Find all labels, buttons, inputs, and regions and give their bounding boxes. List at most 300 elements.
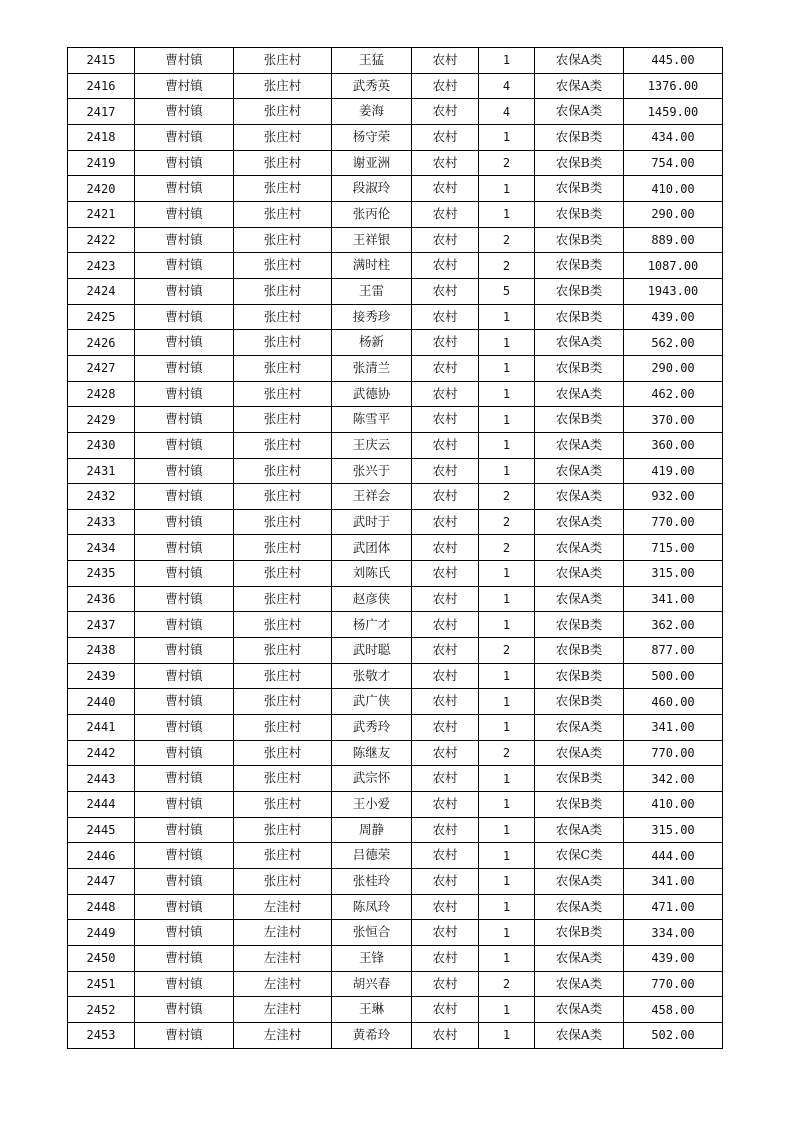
table-row [68, 1022, 723, 1048]
village-cell: 张庄村 [234, 535, 332, 561]
village-cell: 张庄村 [234, 843, 332, 869]
town-cell: 曹村镇 [135, 817, 234, 843]
amount-cell: 360.00 [624, 432, 723, 458]
insurance-category-cell: 农保B类 [535, 124, 624, 150]
household-size-cell: 2 [479, 971, 535, 997]
insurance-category-cell: 农保B类 [535, 920, 624, 946]
name-cell: 胡兴春 [332, 971, 412, 997]
town-cell: 曹村镇 [135, 484, 234, 510]
row-number-cell: 2417 [68, 99, 135, 125]
amount-cell: 410.00 [624, 176, 723, 202]
insurance-category-cell: 农保B类 [535, 792, 624, 818]
household-size-cell: 1 [479, 689, 535, 715]
row-number-cell: 2425 [68, 304, 135, 330]
town-cell: 曹村镇 [135, 381, 234, 407]
name-cell: 杨守荣 [332, 124, 412, 150]
town-cell: 曹村镇 [135, 355, 234, 381]
household-size-cell: 1 [479, 997, 535, 1023]
name-cell: 张兴于 [332, 458, 412, 484]
household-size-cell: 1 [479, 766, 535, 792]
table-row [68, 715, 723, 741]
household-type-cell: 农村 [412, 458, 479, 484]
records-table [67, 47, 723, 1049]
table-row [68, 381, 723, 407]
table-row [68, 484, 723, 510]
village-cell: 左洼村 [234, 997, 332, 1023]
amount-cell: 434.00 [624, 124, 723, 150]
village-cell: 左洼村 [234, 945, 332, 971]
town-cell: 曹村镇 [135, 304, 234, 330]
town-cell: 曹村镇 [135, 509, 234, 535]
insurance-category-cell: 农保B类 [535, 663, 624, 689]
name-cell: 张敬才 [332, 663, 412, 689]
household-size-cell: 1 [479, 843, 535, 869]
village-cell: 左洼村 [234, 1022, 332, 1048]
village-cell: 张庄村 [234, 73, 332, 99]
table-row [68, 432, 723, 458]
town-cell: 曹村镇 [135, 894, 234, 920]
name-cell: 武秀英 [332, 73, 412, 99]
village-cell: 左洼村 [234, 971, 332, 997]
row-number-cell: 2429 [68, 407, 135, 433]
row-number-cell: 2448 [68, 894, 135, 920]
amount-cell: 877.00 [624, 638, 723, 664]
table-row [68, 817, 723, 843]
amount-cell: 715.00 [624, 535, 723, 561]
name-cell: 杨新 [332, 330, 412, 356]
amount-cell: 444.00 [624, 843, 723, 869]
household-type-cell: 农村 [412, 176, 479, 202]
village-cell: 张庄村 [234, 48, 332, 74]
village-cell: 张庄村 [234, 355, 332, 381]
insurance-category-cell: 农保C类 [535, 843, 624, 869]
town-cell: 曹村镇 [135, 997, 234, 1023]
household-type-cell: 农村 [412, 73, 479, 99]
amount-cell: 439.00 [624, 304, 723, 330]
household-size-cell: 1 [479, 407, 535, 433]
town-cell: 曹村镇 [135, 561, 234, 587]
amount-cell: 341.00 [624, 715, 723, 741]
village-cell: 张庄村 [234, 663, 332, 689]
household-size-cell: 2 [479, 535, 535, 561]
table-row [68, 766, 723, 792]
household-size-cell: 1 [479, 432, 535, 458]
household-type-cell: 农村 [412, 612, 479, 638]
name-cell: 王小爱 [332, 792, 412, 818]
household-type-cell: 农村 [412, 124, 479, 150]
insurance-category-cell: 农保A类 [535, 740, 624, 766]
row-number-cell: 2445 [68, 817, 135, 843]
household-type-cell: 农村 [412, 638, 479, 664]
name-cell: 张恒合 [332, 920, 412, 946]
name-cell: 武时聪 [332, 638, 412, 664]
table-row [68, 73, 723, 99]
amount-cell: 770.00 [624, 509, 723, 535]
insurance-category-cell: 农保A类 [535, 73, 624, 99]
household-type-cell: 农村 [412, 715, 479, 741]
table-row [68, 843, 723, 869]
household-type-cell: 农村 [412, 278, 479, 304]
village-cell: 左洼村 [234, 920, 332, 946]
table-row [68, 689, 723, 715]
household-size-cell: 1 [479, 561, 535, 587]
name-cell: 张丙伦 [332, 201, 412, 227]
row-number-cell: 2444 [68, 792, 135, 818]
row-number-cell: 2441 [68, 715, 135, 741]
town-cell: 曹村镇 [135, 869, 234, 895]
row-number-cell: 2428 [68, 381, 135, 407]
household-type-cell: 农村 [412, 304, 479, 330]
row-number-cell: 2442 [68, 740, 135, 766]
row-number-cell: 2430 [68, 432, 135, 458]
village-cell: 张庄村 [234, 150, 332, 176]
table-row [68, 458, 723, 484]
table-row [68, 278, 723, 304]
household-size-cell: 2 [479, 740, 535, 766]
name-cell: 武德协 [332, 381, 412, 407]
table-body [68, 48, 723, 1049]
household-size-cell: 2 [479, 227, 535, 253]
village-cell: 张庄村 [234, 561, 332, 587]
household-size-cell: 2 [479, 253, 535, 279]
insurance-category-cell: 农保B类 [535, 150, 624, 176]
household-size-cell: 1 [479, 124, 535, 150]
insurance-category-cell: 农保B类 [535, 689, 624, 715]
insurance-category-cell: 农保A类 [535, 971, 624, 997]
table-row [68, 945, 723, 971]
name-cell: 段淑玲 [332, 176, 412, 202]
village-cell: 张庄村 [234, 124, 332, 150]
insurance-category-cell: 农保A类 [535, 330, 624, 356]
row-number-cell: 2453 [68, 1022, 135, 1048]
table-row [68, 612, 723, 638]
village-cell: 张庄村 [234, 484, 332, 510]
town-cell: 曹村镇 [135, 1022, 234, 1048]
town-cell: 曹村镇 [135, 740, 234, 766]
village-cell: 左洼村 [234, 894, 332, 920]
village-cell: 张庄村 [234, 304, 332, 330]
household-type-cell: 农村 [412, 766, 479, 792]
insurance-category-cell: 农保B类 [535, 407, 624, 433]
table-row [68, 201, 723, 227]
town-cell: 曹村镇 [135, 201, 234, 227]
amount-cell: 290.00 [624, 355, 723, 381]
amount-cell: 334.00 [624, 920, 723, 946]
household-type-cell: 农村 [412, 1022, 479, 1048]
name-cell: 黄希玲 [332, 1022, 412, 1048]
table-row [68, 227, 723, 253]
household-type-cell: 农村 [412, 432, 479, 458]
amount-cell: 1459.00 [624, 99, 723, 125]
name-cell: 周静 [332, 817, 412, 843]
village-cell: 张庄村 [234, 201, 332, 227]
insurance-category-cell: 农保A类 [535, 484, 624, 510]
amount-cell: 770.00 [624, 971, 723, 997]
household-type-cell: 农村 [412, 869, 479, 895]
amount-cell: 290.00 [624, 201, 723, 227]
town-cell: 曹村镇 [135, 253, 234, 279]
town-cell: 曹村镇 [135, 612, 234, 638]
amount-cell: 419.00 [624, 458, 723, 484]
village-cell: 张庄村 [234, 99, 332, 125]
name-cell: 武团体 [332, 535, 412, 561]
town-cell: 曹村镇 [135, 48, 234, 74]
household-type-cell: 农村 [412, 971, 479, 997]
village-cell: 张庄村 [234, 766, 332, 792]
household-size-cell: 1 [479, 792, 535, 818]
town-cell: 曹村镇 [135, 458, 234, 484]
amount-cell: 445.00 [624, 48, 723, 74]
town-cell: 曹村镇 [135, 792, 234, 818]
insurance-category-cell: 农保B类 [535, 612, 624, 638]
name-cell: 武宗怀 [332, 766, 412, 792]
amount-cell: 362.00 [624, 612, 723, 638]
row-number-cell: 2415 [68, 48, 135, 74]
town-cell: 曹村镇 [135, 150, 234, 176]
name-cell: 陈雪平 [332, 407, 412, 433]
amount-cell: 754.00 [624, 150, 723, 176]
village-cell: 张庄村 [234, 176, 332, 202]
amount-cell: 341.00 [624, 869, 723, 895]
insurance-category-cell: 农保A类 [535, 535, 624, 561]
amount-cell: 341.00 [624, 586, 723, 612]
row-number-cell: 2431 [68, 458, 135, 484]
town-cell: 曹村镇 [135, 330, 234, 356]
row-number-cell: 2438 [68, 638, 135, 664]
village-cell: 张庄村 [234, 740, 332, 766]
table-row [68, 561, 723, 587]
village-cell: 张庄村 [234, 792, 332, 818]
table-row [68, 792, 723, 818]
row-number-cell: 2427 [68, 355, 135, 381]
household-type-cell: 农村 [412, 535, 479, 561]
household-type-cell: 农村 [412, 407, 479, 433]
village-cell: 张庄村 [234, 253, 332, 279]
amount-cell: 500.00 [624, 663, 723, 689]
name-cell: 武时于 [332, 509, 412, 535]
insurance-category-cell: 农保A类 [535, 381, 624, 407]
amount-cell: 315.00 [624, 561, 723, 587]
village-cell: 张庄村 [234, 715, 332, 741]
table-row [68, 920, 723, 946]
amount-cell: 462.00 [624, 381, 723, 407]
insurance-category-cell: 农保B类 [535, 201, 624, 227]
town-cell: 曹村镇 [135, 638, 234, 664]
name-cell: 王雷 [332, 278, 412, 304]
amount-cell: 439.00 [624, 945, 723, 971]
household-type-cell: 农村 [412, 689, 479, 715]
village-cell: 张庄村 [234, 278, 332, 304]
insurance-category-cell: 农保A类 [535, 586, 624, 612]
household-size-cell: 1 [479, 201, 535, 227]
household-size-cell: 2 [479, 484, 535, 510]
town-cell: 曹村镇 [135, 920, 234, 946]
insurance-category-cell: 农保B类 [535, 304, 624, 330]
row-number-cell: 2437 [68, 612, 135, 638]
insurance-category-cell: 农保A类 [535, 432, 624, 458]
amount-cell: 1087.00 [624, 253, 723, 279]
household-type-cell: 农村 [412, 253, 479, 279]
household-type-cell: 农村 [412, 484, 479, 510]
insurance-category-cell: 农保A类 [535, 48, 624, 74]
village-cell: 张庄村 [234, 407, 332, 433]
household-size-cell: 1 [479, 663, 535, 689]
insurance-category-cell: 农保A类 [535, 894, 624, 920]
household-size-cell: 2 [479, 509, 535, 535]
household-type-cell: 农村 [412, 945, 479, 971]
name-cell: 杨广才 [332, 612, 412, 638]
town-cell: 曹村镇 [135, 715, 234, 741]
household-size-cell: 1 [479, 817, 535, 843]
village-cell: 张庄村 [234, 381, 332, 407]
table-row [68, 124, 723, 150]
amount-cell: 471.00 [624, 894, 723, 920]
row-number-cell: 2423 [68, 253, 135, 279]
row-number-cell: 2450 [68, 945, 135, 971]
insurance-category-cell: 农保B类 [535, 638, 624, 664]
table-row [68, 48, 723, 74]
name-cell: 王琳 [332, 997, 412, 1023]
amount-cell: 458.00 [624, 997, 723, 1023]
insurance-category-cell: 农保A类 [535, 945, 624, 971]
name-cell: 陈继友 [332, 740, 412, 766]
household-size-cell: 1 [479, 381, 535, 407]
insurance-category-cell: 农保A类 [535, 1022, 624, 1048]
insurance-category-cell: 农保B类 [535, 253, 624, 279]
town-cell: 曹村镇 [135, 689, 234, 715]
town-cell: 曹村镇 [135, 73, 234, 99]
village-cell: 张庄村 [234, 869, 332, 895]
town-cell: 曹村镇 [135, 278, 234, 304]
household-size-cell: 1 [479, 920, 535, 946]
row-number-cell: 2451 [68, 971, 135, 997]
name-cell: 陈凤玲 [332, 894, 412, 920]
village-cell: 张庄村 [234, 458, 332, 484]
household-type-cell: 农村 [412, 99, 479, 125]
row-number-cell: 2433 [68, 509, 135, 535]
name-cell: 满时柱 [332, 253, 412, 279]
row-number-cell: 2424 [68, 278, 135, 304]
table-row [68, 971, 723, 997]
row-number-cell: 2443 [68, 766, 135, 792]
household-size-cell: 1 [479, 715, 535, 741]
table-row [68, 894, 723, 920]
insurance-category-cell: 农保A类 [535, 817, 624, 843]
table-row [68, 304, 723, 330]
row-number-cell: 2418 [68, 124, 135, 150]
town-cell: 曹村镇 [135, 407, 234, 433]
row-number-cell: 2420 [68, 176, 135, 202]
insurance-category-cell: 农保B类 [535, 355, 624, 381]
town-cell: 曹村镇 [135, 535, 234, 561]
name-cell: 吕德荣 [332, 843, 412, 869]
table-row [68, 407, 723, 433]
insurance-category-cell: 农保B类 [535, 766, 624, 792]
town-cell: 曹村镇 [135, 766, 234, 792]
household-type-cell: 农村 [412, 663, 479, 689]
table-row [68, 586, 723, 612]
household-size-cell: 1 [479, 894, 535, 920]
name-cell: 王庆云 [332, 432, 412, 458]
household-type-cell: 农村 [412, 920, 479, 946]
insurance-category-cell: 农保A类 [535, 561, 624, 587]
household-size-cell: 1 [479, 945, 535, 971]
amount-cell: 342.00 [624, 766, 723, 792]
town-cell: 曹村镇 [135, 945, 234, 971]
town-cell: 曹村镇 [135, 99, 234, 125]
town-cell: 曹村镇 [135, 586, 234, 612]
household-size-cell: 1 [479, 612, 535, 638]
village-cell: 张庄村 [234, 817, 332, 843]
household-size-cell: 1 [479, 458, 535, 484]
amount-cell: 1376.00 [624, 73, 723, 99]
table-row [68, 997, 723, 1023]
name-cell: 王祥银 [332, 227, 412, 253]
household-type-cell: 农村 [412, 330, 479, 356]
household-type-cell: 农村 [412, 997, 479, 1023]
table-row [68, 330, 723, 356]
household-type-cell: 农村 [412, 740, 479, 766]
name-cell: 王祥会 [332, 484, 412, 510]
village-cell: 张庄村 [234, 586, 332, 612]
household-size-cell: 2 [479, 150, 535, 176]
village-cell: 张庄村 [234, 227, 332, 253]
household-size-cell: 1 [479, 304, 535, 330]
village-cell: 张庄村 [234, 689, 332, 715]
town-cell: 曹村镇 [135, 843, 234, 869]
town-cell: 曹村镇 [135, 432, 234, 458]
insurance-category-cell: 农保A类 [535, 99, 624, 125]
household-type-cell: 农村 [412, 792, 479, 818]
amount-cell: 315.00 [624, 817, 723, 843]
household-type-cell: 农村 [412, 150, 479, 176]
name-cell: 赵彦侠 [332, 586, 412, 612]
row-number-cell: 2439 [68, 663, 135, 689]
household-size-cell: 1 [479, 48, 535, 74]
name-cell: 武广侠 [332, 689, 412, 715]
household-type-cell: 农村 [412, 561, 479, 587]
table-row [68, 869, 723, 895]
household-size-cell: 4 [479, 73, 535, 99]
row-number-cell: 2449 [68, 920, 135, 946]
table-row [68, 150, 723, 176]
household-type-cell: 农村 [412, 355, 479, 381]
village-cell: 张庄村 [234, 638, 332, 664]
row-number-cell: 2426 [68, 330, 135, 356]
table-row [68, 99, 723, 125]
village-cell: 张庄村 [234, 509, 332, 535]
table-row [68, 355, 723, 381]
town-cell: 曹村镇 [135, 176, 234, 202]
village-cell: 张庄村 [234, 330, 332, 356]
row-number-cell: 2447 [68, 869, 135, 895]
row-number-cell: 2422 [68, 227, 135, 253]
amount-cell: 502.00 [624, 1022, 723, 1048]
household-size-cell: 1 [479, 176, 535, 202]
amount-cell: 889.00 [624, 227, 723, 253]
name-cell: 王猛 [332, 48, 412, 74]
name-cell: 张桂玲 [332, 869, 412, 895]
insurance-category-cell: 农保B类 [535, 227, 624, 253]
name-cell: 张清兰 [332, 355, 412, 381]
row-number-cell: 2452 [68, 997, 135, 1023]
row-number-cell: 2416 [68, 73, 135, 99]
household-type-cell: 农村 [412, 894, 479, 920]
household-size-cell: 1 [479, 586, 535, 612]
household-size-cell: 1 [479, 869, 535, 895]
household-type-cell: 农村 [412, 201, 479, 227]
name-cell: 姜海 [332, 99, 412, 125]
